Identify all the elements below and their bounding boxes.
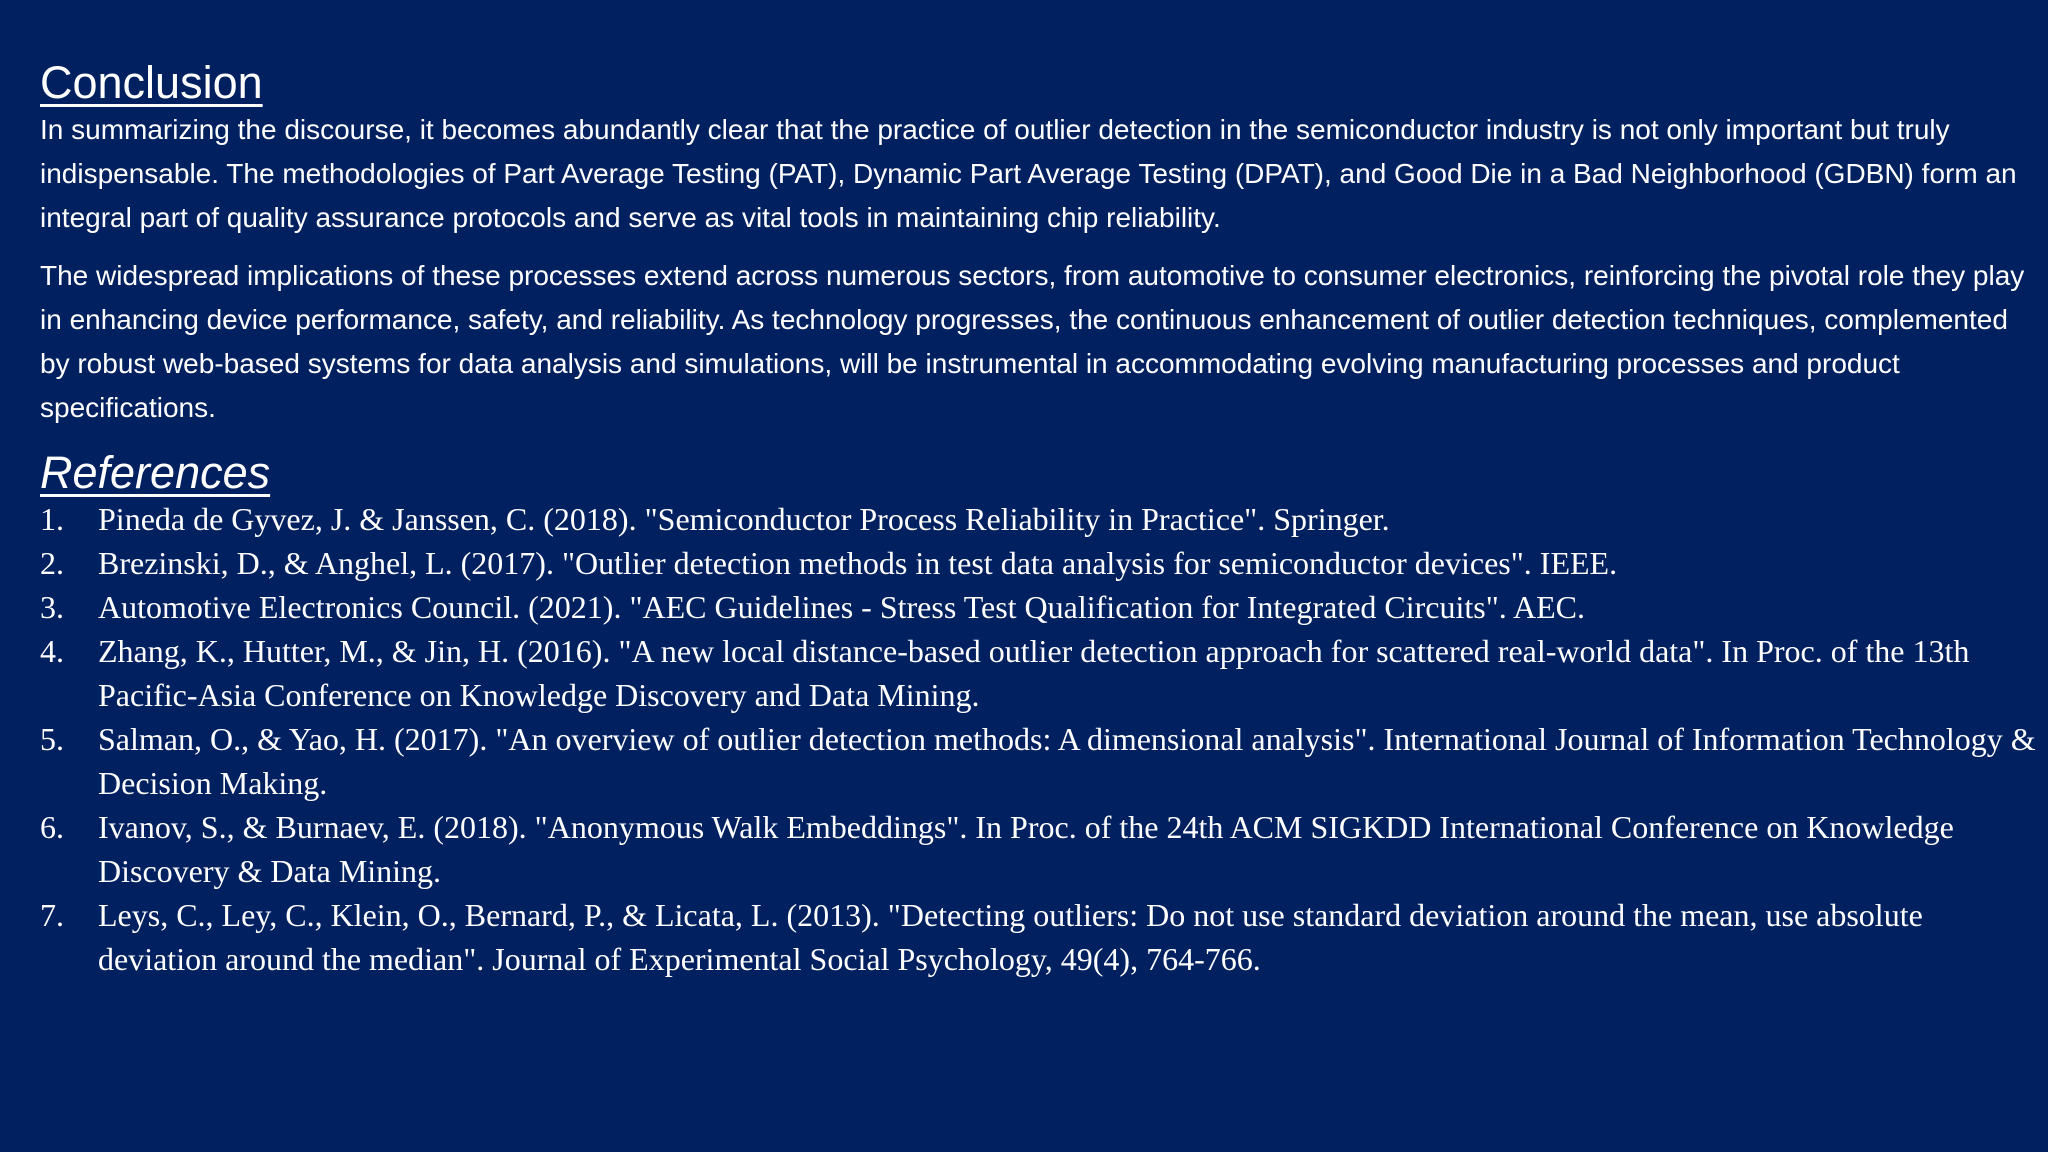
references-list [40, 497, 2040, 981]
reference-item [40, 585, 2040, 629]
reference-number: 5. [40, 721, 64, 757]
reference-number: 1. [40, 501, 64, 537]
slide-content [40, 58, 2040, 981]
reference-number: 3. [40, 589, 64, 625]
reference-number: 6. [40, 809, 64, 845]
reference-text: Ivanov, S., & Burnaev, E. (2018). "Anonymous Walk Embeddings". In Proc. of the 24th ACM SIGKDD International Conference on Knowledge Discovery & Data Mining. [98, 809, 1954, 889]
reference-number: 4. [40, 633, 64, 669]
reference-text: Automotive Electronics Council. (2021). "AEC Guidelines - Stress Test Qualification for Integrated Circuits". AEC. [98, 589, 1586, 625]
reference-text: Leys, C., Ley, C., Klein, O., Bernard, P., & Licata, L. (2013). "Detecting outliers: Do not use standard deviation around the mean, use absolute deviation around the median". Journal of Experimental Social Psychology, 49(4), 764-766. [98, 897, 1923, 977]
reference-item [40, 893, 2040, 981]
reference-item [40, 629, 2040, 717]
reference-text: Pineda de Gyvez, J. & Janssen, C. (2018). "Semiconductor Process Reliability in Practice". Springer. [98, 501, 1390, 537]
reference-item [40, 805, 2040, 893]
reference-item [40, 717, 2040, 805]
conclusion-paragraph-2: The widespread implications of these processes extend across numerous sectors, from automotive to consumer electronics, reinforcing the pivotal role they play in enhancing device performance, safety, and reliability. As technology progresses, the continuous enhancement of outlier detection techniques, complemented by robust web-based systems for data analysis and simulations, will be instrumental in accommodating evolving manufacturing processes and product specifications. [40, 259, 2025, 423]
reference-number: 2. [40, 545, 64, 581]
reference-number: 7. [40, 897, 64, 933]
reference-text: Salman, O., & Yao, H. (2017). "An overview of outlier detection methods: A dimensional analysis". International Journal of Information Technology & Decision Making. [98, 721, 2036, 801]
conclusion-heading: Conclusion [40, 57, 263, 108]
reference-item [40, 497, 2040, 541]
reference-item [40, 541, 2040, 585]
references-heading: References [40, 446, 271, 498]
reference-text: Zhang, K., Hutter, M., & Jin, H. (2016). "A new local distance-based outlier detection approach for scattered real-world data". In Proc. of the 13th Pacific-Asia Conference on Knowledge Discovery and Data Mining. [98, 633, 1970, 713]
conclusion-paragraph-1: In summarizing the discourse, it becomes abundantly clear that the practice of outlier detection in the semiconductor industry is not only important but truly indispensable. The methodologies of Part Average Testing (PAT), Dynamic Part Average Testing (DPAT), and Good Die in a Bad Neighborhood (GDBN) form an integral part of quality assurance protocols and serve as vital tools in maintaining chip reliability. [40, 113, 2017, 233]
reference-text: Brezinski, D., & Anghel, L. (2017). "Outlier detection methods in test data analysis for semiconductor devices". IEEE. [98, 545, 1618, 581]
